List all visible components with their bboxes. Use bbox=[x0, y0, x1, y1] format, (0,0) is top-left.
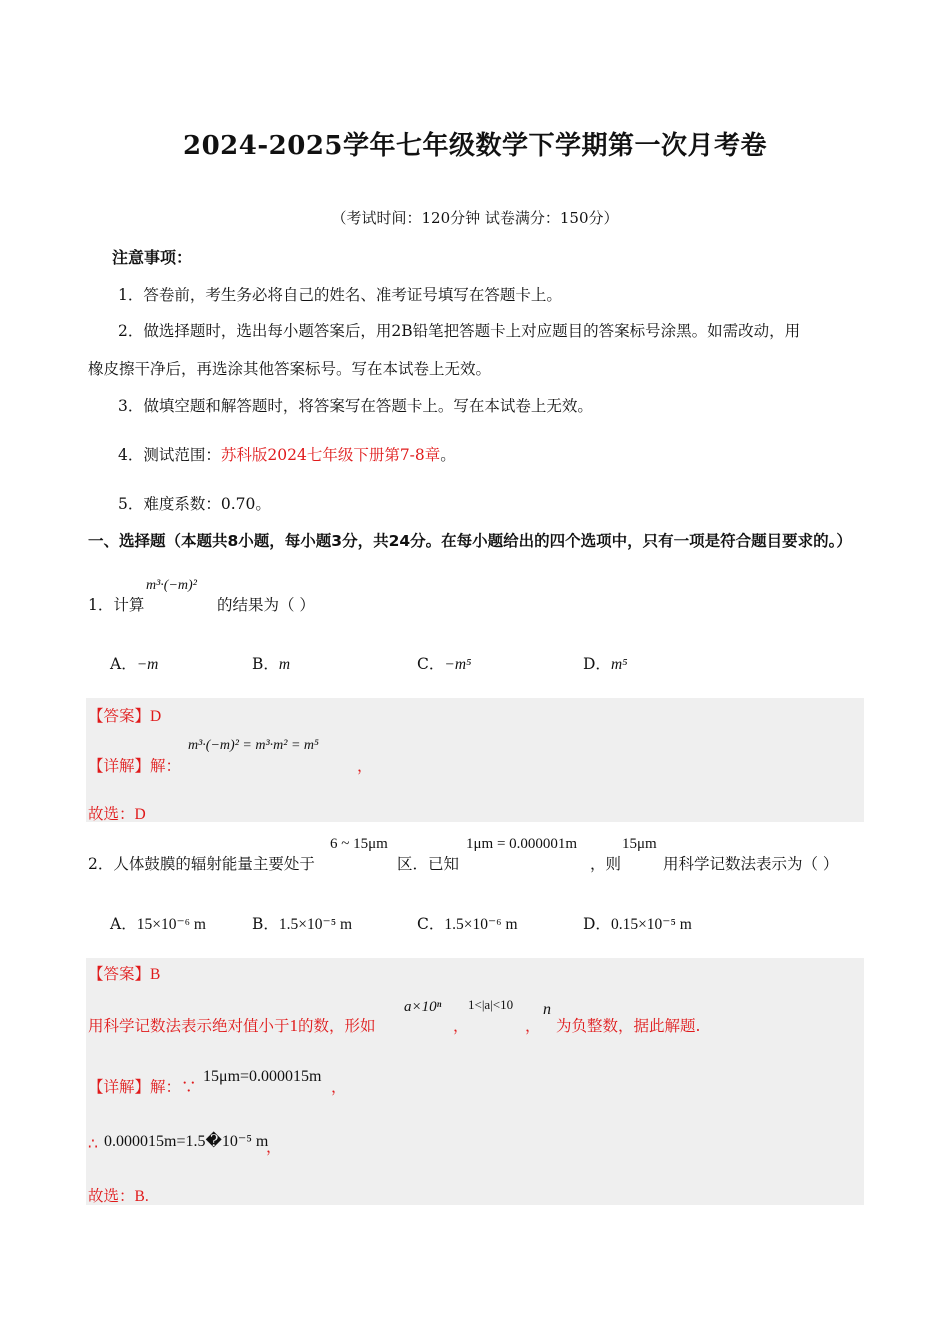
because-symbol: ∵ bbox=[181, 1078, 197, 1096]
option-value: m bbox=[278, 656, 291, 673]
q2-option-b[interactable] bbox=[252, 912, 352, 934]
q1-expression: m³·(−m)² bbox=[146, 578, 197, 593]
q1-option-a[interactable] bbox=[110, 652, 158, 674]
option-letter: B． bbox=[252, 655, 279, 673]
option-value: −m bbox=[136, 656, 159, 673]
analysis-text: 用科学记数法表示绝对值小于 bbox=[88, 1017, 290, 1035]
detail-prefix: 解： bbox=[150, 1078, 182, 1096]
notice-heading: 注意事项： bbox=[112, 248, 193, 267]
q1-detail-end: ， bbox=[357, 757, 373, 775]
q2-comma-1: ， bbox=[453, 1017, 469, 1035]
choose-value: D bbox=[134, 806, 146, 823]
q2-detail bbox=[88, 1075, 197, 1097]
detail-prefix: 解： bbox=[150, 757, 182, 775]
q2-value: 15μm bbox=[622, 836, 657, 852]
page-title: 2024-2025学年七年级数学下学期第一次月考卷 bbox=[182, 131, 768, 161]
q2-comma-4: ， bbox=[266, 1138, 282, 1156]
answer-value: B bbox=[150, 966, 161, 983]
notice-item-2-cont: 橡皮擦干净后，再选涂其他答案标号。写在本试卷上无效。 bbox=[88, 360, 492, 378]
q2-suffix: 用科学记数法表示为（ ） bbox=[663, 855, 839, 873]
q1-answer bbox=[88, 704, 161, 726]
option-value: 1.5×10⁻⁵ m bbox=[278, 916, 353, 933]
answer-value: D bbox=[150, 708, 162, 725]
test-scope: 苏科版2024七年级下册第7-8章 bbox=[220, 446, 441, 464]
q1-option-c[interactable] bbox=[417, 652, 471, 674]
q1-prefix: 1．计算 bbox=[88, 596, 145, 614]
notice-item-4 bbox=[118, 443, 456, 465]
q2-analysis-a bbox=[88, 1014, 376, 1036]
option-letter: C． bbox=[417, 915, 445, 933]
q2-prefix: 2．人体鼓膜的辐射能量主要处于 bbox=[88, 855, 315, 873]
option-letter: B． bbox=[252, 915, 279, 933]
analysis-one: 1 bbox=[289, 1016, 299, 1035]
q1-choose bbox=[88, 802, 146, 824]
q2-analysis-form: a×10ⁿ bbox=[404, 999, 442, 1015]
option-letter: D． bbox=[583, 655, 611, 673]
q2-comma-3: ， bbox=[331, 1078, 347, 1096]
analysis-text: 的数，形如 bbox=[298, 1017, 376, 1035]
option-letter: A． bbox=[110, 655, 137, 673]
notice-item-1: 1．答卷前，考生务必将自己的姓名、准考证号填写在答题卡上。 bbox=[118, 286, 562, 304]
notice-item-5: 5．难度系数：0.70。 bbox=[118, 495, 271, 513]
q2-analysis-c: 为负整数，据此解题. bbox=[556, 1017, 701, 1035]
q2-comma-2: ， bbox=[525, 1017, 541, 1035]
q2-analysis-cond: 1<|a|<10 bbox=[468, 997, 514, 1012]
notice-item-3: 3．做填空题和解答题时，将答案写在答题卡上。写在本试卷上无效。 bbox=[118, 397, 593, 415]
notice-item-2: 2．做选择题时，选出每小题答案后，用2B铅笔把答题卡上对应题目的答案标号涂黑。如需改动，用 bbox=[118, 322, 801, 340]
choose-label: 故选： bbox=[88, 805, 135, 823]
q1-detail bbox=[88, 754, 181, 776]
q2-option-c[interactable] bbox=[417, 912, 518, 934]
q2-detail-line1: 15μm=0.000015m bbox=[203, 1068, 322, 1085]
section-heading: 一、选择题（本题共8小题，每小题3分，共24分。在每小题给出的四个选项中，只有一项是符合题目要求的。） bbox=[88, 532, 852, 550]
q2-detail-line2: 0.000015m=1.5�10⁻⁵ m bbox=[104, 1133, 269, 1150]
exam-info: （考试时间：120分钟 试卷满分：150分） bbox=[331, 209, 619, 227]
option-value: 0.15×10⁻⁵ m bbox=[610, 916, 692, 933]
q2-known: 1μm = 0.000001m bbox=[466, 836, 578, 852]
option-letter: C． bbox=[417, 655, 445, 673]
q2-answer bbox=[88, 962, 160, 984]
q2-mid: 区．已知 bbox=[397, 855, 460, 873]
choose-value: B. bbox=[134, 1188, 149, 1205]
q1-solution-box bbox=[86, 698, 864, 822]
option-value: −m⁵ bbox=[444, 656, 472, 673]
notice-item-4-end: 。 bbox=[440, 446, 456, 464]
notice-item-4-label: 4．测试范围： bbox=[118, 446, 221, 464]
choose-label: 故选： bbox=[88, 1187, 135, 1205]
detail-label: 【详解】 bbox=[88, 757, 151, 775]
q2-therefore: ∴ bbox=[88, 1135, 98, 1153]
q2-option-d[interactable] bbox=[583, 912, 692, 934]
q1-suffix: 的结果为（ ） bbox=[217, 596, 315, 614]
q2-choose bbox=[88, 1184, 149, 1206]
q2-analysis-n: n bbox=[543, 1001, 551, 1018]
q1-option-d[interactable] bbox=[583, 652, 628, 674]
q1-option-b[interactable] bbox=[252, 652, 290, 674]
option-value: 15×10⁻⁶ m bbox=[136, 916, 206, 933]
answer-label: 【答案】 bbox=[88, 965, 151, 983]
detail-label: 【详解】 bbox=[88, 1078, 151, 1096]
q1-detail-expression: m³·(−m)² = m³·m² = m⁵ bbox=[188, 738, 319, 753]
q2-option-a[interactable] bbox=[110, 912, 206, 934]
option-letter: A． bbox=[110, 915, 137, 933]
option-value: m⁵ bbox=[610, 656, 628, 673]
answer-label: 【答案】 bbox=[88, 707, 151, 725]
option-value: 1.5×10⁻⁶ m bbox=[444, 916, 518, 933]
q2-range: 6 ~ 15μm bbox=[330, 836, 388, 852]
option-letter: D． bbox=[583, 915, 611, 933]
q2-comma-then: ，则 bbox=[590, 855, 622, 873]
